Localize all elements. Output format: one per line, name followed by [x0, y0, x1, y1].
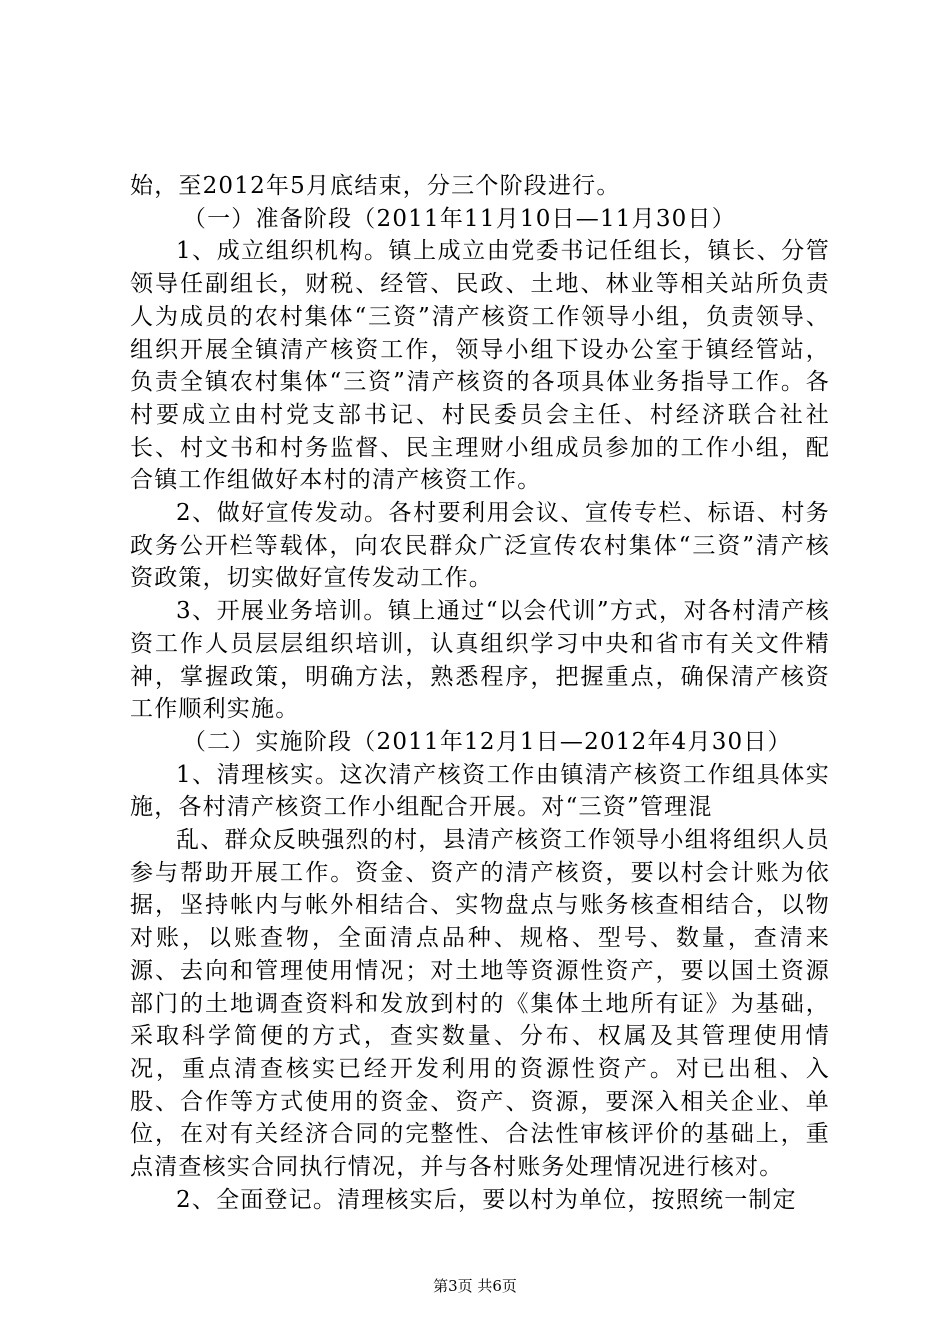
paragraph-verification-continued: 乱、群众反映强烈的村，县清产核资工作领导小组将组织人员参与帮助开展工作。资金、资产的清产核资，要以村会计账为依据，坚持帐内与帐外相结合、实物盘点与账务核查相结合，以物对账，以账查物，全面清点品种、规格、型号、数量，查清来源、去向和管理使用情况；对土地等资源性资产，要以国土资源部门的土地调查资料和发放到村的《集体土地所有证》为基础，采取科学简便的方式，查实数量、分布、权属及其管理使用情况，重点清查核实已经开发利用的资源性资产。对已出租、入股、合作等方式使用的资金、资产、资源，要深入相关企业、单位，在对有关经济合同的完整性、合法性审核评价的基础上，重点清查核实合同执行情况，并与各村账务处理情况进行核对。	[130, 827, 830, 1181]
section-heading-preparation: （一）准备阶段（2011年11月10日—11月30日）	[182, 205, 736, 232]
paragraph-verification: 1、清理核实。这次清产核资工作由镇清产核资工作组具体实施，各村清产核资工作小组配合开展。对“三资”管理混	[130, 761, 830, 821]
paragraph-training: 3、开展业务培训。镇上通过“以会代训”方式，对各村清产核资工作人员层层组织培训，认真组织学习中央和省市有关文件精神，掌握政策，明确方法，熟悉程序，把握重点，确保清产核资工作顺利实施。	[130, 598, 830, 723]
paragraph-registration: 2、全面登记。清理核实后，要以村为单位，按照统一制定	[176, 1186, 797, 1213]
section-heading-implementation: （二）实施阶段（2011年12月1日—2012年4月30日）	[182, 728, 792, 755]
page-footer: 第3页 共6页	[433, 1277, 517, 1295]
paragraph-establish-organization: 1、成立组织机构。镇上成立由党委书记任组长，镇长、分管领导任副组长，财税、经管、民政、土地、林业等相关站所负责人为成员的农村集体“三资”清产核资工作领导小组，负责领导、组织开展全镇清产核资工作，领导小组下设办公室于镇经管站，负责全镇农村集体“三资”清产核资的各项具体业务指导工作。各村要成立由村党支部书记、村民委员会主任、村经济联合社社长、村文书和村务监督、民主理财小组成员参加的工作小组，配合镇工作组做好本村的清产核资工作。	[130, 238, 830, 494]
paragraph-continuation: 始，至2012年5月底结束，分三个阶段进行。	[130, 173, 621, 199]
paragraph-publicity: 2、做好宣传发动。各村要利用会议、宣传专栏、标语、村务政务公开栏等载体，向农民群众广泛宣传农村集体“三资”清产核资政策，切实做好宣传发动工作。	[130, 500, 830, 592]
document-body	[130, 170, 830, 1217]
